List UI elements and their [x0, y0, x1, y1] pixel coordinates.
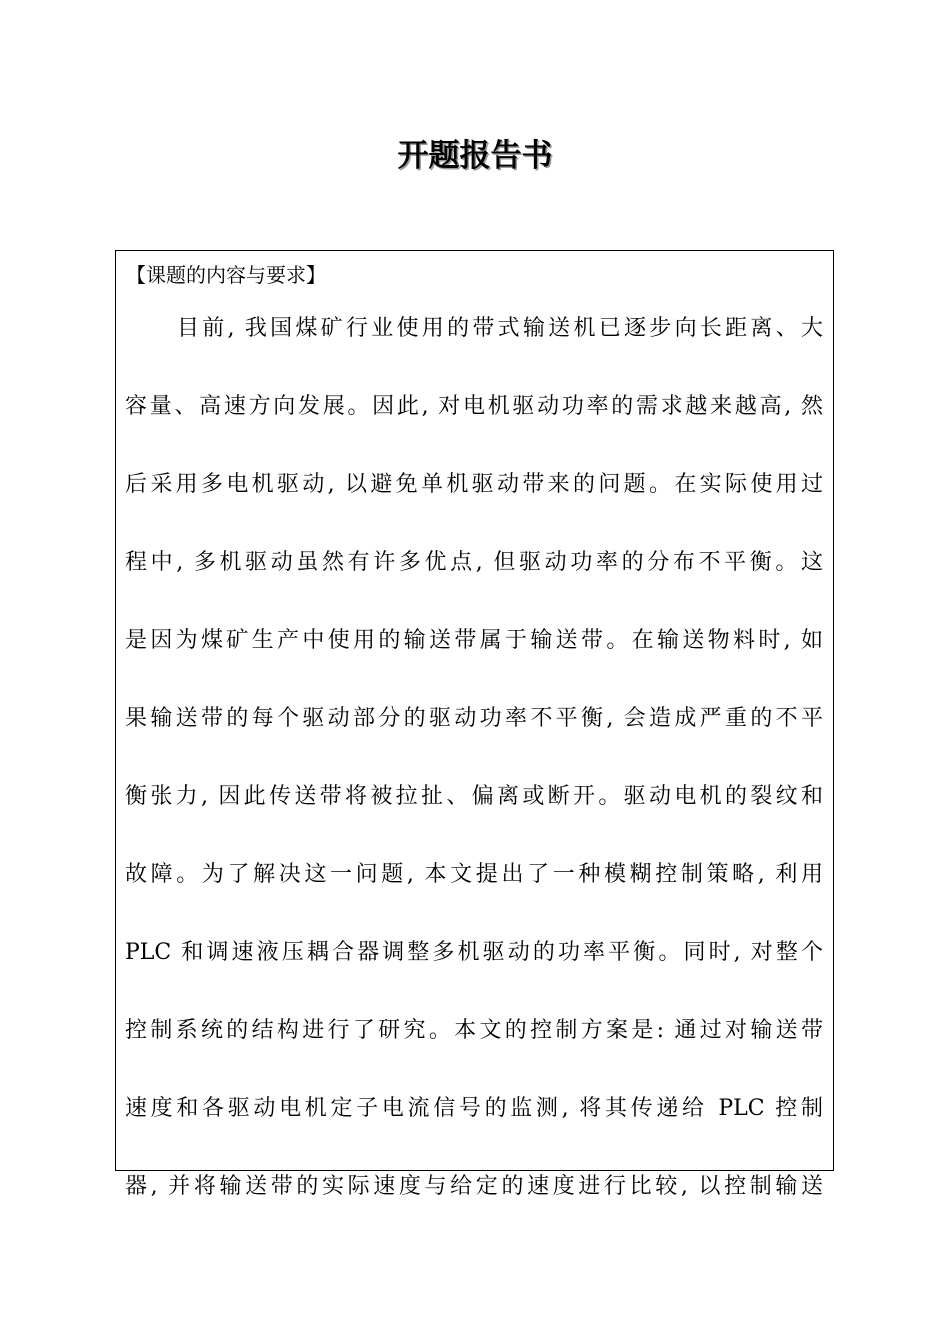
body-text — [125, 303, 823, 1239]
text-line: 目前, 我国煤矿行业使用的带式输送机已逐步向长距离、大 — [177, 316, 823, 341]
text-line: 程中, 多机驱动虽然有许多优点, 但驱动功率的分布不平衡。这 — [125, 550, 823, 575]
text-line: 器, 并将输送带的实际速度与给定的速度进行比较, 以控制输送 — [125, 1174, 823, 1199]
text-line: 后采用多电机驱动, 以避免单机驱动带来的问题。在实际使用过 — [125, 472, 823, 497]
text-line: 果输送带的每个驱动部分的驱动功率不平衡, 会造成严重的不平 — [125, 706, 823, 731]
section-heading: 【课题的内容与要求】 — [126, 263, 326, 287]
text-line: 控制系统的结构进行了研究。本文的控制方案是: 通过对输送带 — [125, 1018, 823, 1043]
text-line: 速度和各驱动电机定子电流信号的监测, 将其传递给 PLC 控制 — [125, 1096, 823, 1121]
text-line: 容量、高速方向发展。因此, 对电机驱动功率的需求越来越高, 然 — [125, 394, 823, 419]
content-box — [115, 250, 834, 1199]
text-line: PLC 和调速液压耦合器调整多机驱动的功率平衡。同时, 对整个 — [125, 940, 823, 965]
text-line: 衡张力, 因此传送带将被拉扯、偏离或断开。驱动电机的裂纹和 — [125, 784, 823, 809]
page-title: 开题报告书 — [397, 138, 553, 174]
text-line: 故障。为了解决这一问题, 本文提出了一种模糊控制策略, 利用 — [125, 862, 823, 887]
text-line: 是因为煤矿生产中使用的输送带属于输送带。在输送物料时, 如 — [125, 628, 823, 653]
